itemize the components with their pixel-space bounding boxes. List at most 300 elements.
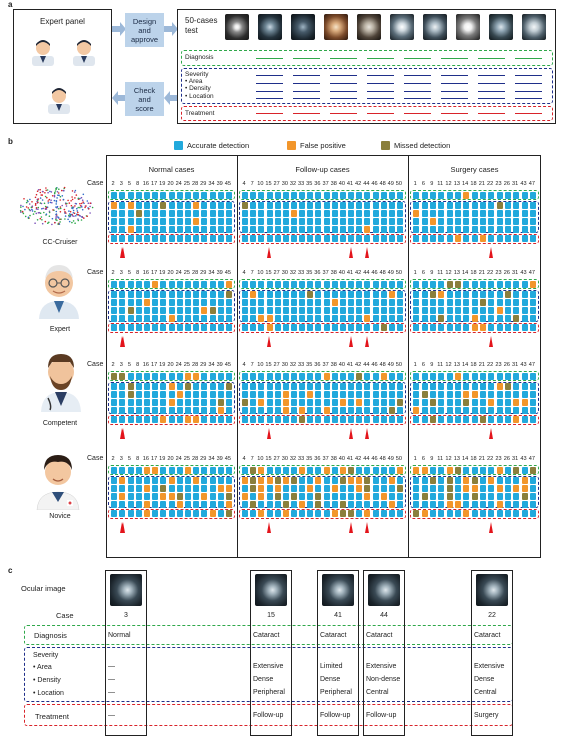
detection-cell — [275, 210, 281, 217]
detection-cell — [488, 373, 494, 380]
case-number: 38 — [330, 456, 337, 462]
cc-cruiser-dot — [75, 190, 77, 192]
detection-cell — [152, 373, 158, 380]
detection-cell — [364, 307, 370, 314]
detection-cell — [160, 407, 166, 414]
cc-cruiser-dot — [24, 209, 26, 211]
detection-cell — [128, 477, 134, 484]
case-number: 17 — [150, 270, 158, 276]
test-case-thumbnail — [258, 14, 282, 40]
design-approve-line: approve — [130, 34, 159, 44]
detection-cell — [497, 391, 503, 398]
detection-cell — [497, 399, 503, 406]
detection-cell — [389, 202, 395, 209]
detection-cell — [169, 235, 175, 242]
detection-cell — [397, 467, 403, 474]
detection-cell — [119, 202, 125, 209]
detection-cell — [128, 202, 134, 209]
detection-cell — [152, 383, 158, 390]
detection-cell — [275, 383, 281, 390]
detection-cell — [226, 324, 232, 331]
answer-line — [293, 58, 320, 59]
detection-cell — [381, 501, 387, 508]
detection-cell — [258, 501, 264, 508]
detection-cell — [455, 218, 461, 225]
answer-line — [293, 91, 320, 92]
detection-cell — [497, 291, 503, 298]
detection-cell — [522, 307, 528, 314]
detection-cell — [111, 485, 117, 492]
detection-cell — [291, 235, 297, 242]
detection-cell — [144, 235, 150, 242]
case-number: 31 — [512, 270, 519, 276]
detection-cell — [324, 291, 330, 298]
case-number: 30 — [281, 181, 288, 187]
case-number: 47 — [528, 181, 535, 187]
answer-line — [293, 113, 320, 114]
detection-cell — [497, 501, 503, 508]
detection-cell — [430, 399, 436, 406]
case-number: 40 — [338, 270, 345, 276]
detection-cell — [283, 407, 289, 414]
detection-cell — [505, 477, 511, 484]
detection-cell — [480, 493, 486, 500]
case-number: 46 — [371, 456, 378, 462]
detection-cell — [356, 307, 362, 314]
case-number: 33 — [298, 181, 305, 187]
detection-cell — [226, 391, 232, 398]
cc-cruiser-dot — [41, 208, 43, 210]
treatment-label: Treatment — [185, 110, 215, 117]
detection-cell — [522, 383, 528, 390]
detection-cell — [356, 324, 362, 331]
detection-cell — [258, 226, 264, 233]
detection-cell — [332, 218, 338, 225]
cc-cruiser-dot — [38, 212, 40, 214]
detection-cell — [430, 281, 436, 288]
detection-cell — [522, 202, 528, 209]
detection-cell — [201, 399, 207, 406]
detection-cell — [307, 192, 313, 199]
detection-cell — [340, 192, 346, 199]
detection-cell — [283, 416, 289, 423]
case-number: 22 — [487, 362, 494, 368]
case-number: 41 — [346, 270, 354, 276]
detection-cell — [242, 493, 248, 500]
detection-cell — [463, 299, 469, 306]
case-number: 43 — [520, 362, 527, 368]
case-number: 48 — [379, 181, 386, 187]
detection-cell — [397, 210, 403, 217]
detection-cell — [356, 235, 362, 242]
detection-cell — [307, 391, 313, 398]
case-density-value: Dense — [253, 676, 274, 683]
detection-cell — [438, 383, 444, 390]
detection-cell — [472, 315, 478, 322]
detection-cell — [275, 315, 281, 322]
detection-cell — [258, 291, 264, 298]
detection-cell — [242, 416, 248, 423]
cc-cruiser-dot — [50, 202, 52, 204]
case-area-value: Limited — [320, 663, 343, 670]
detection-cell — [136, 218, 142, 225]
answer-line — [441, 91, 468, 92]
case-number: 21 — [478, 270, 485, 276]
detection-cell — [480, 281, 486, 288]
detection-cell — [119, 192, 125, 199]
detection-cell — [160, 399, 166, 406]
detection-cell — [169, 192, 175, 199]
case-number: 15 — [265, 362, 272, 368]
detection-cell — [193, 315, 199, 322]
detection-cell — [250, 399, 256, 406]
detection-cell — [258, 307, 264, 314]
detection-cell — [291, 226, 297, 233]
detection-cell — [242, 192, 248, 199]
detection-cell — [447, 407, 453, 414]
detection-cell — [160, 315, 166, 322]
detection-cell — [275, 510, 281, 517]
detection-cell — [522, 467, 528, 474]
case-number: 19 — [159, 181, 166, 187]
detection-cell — [201, 210, 207, 217]
detection-cell — [389, 407, 395, 414]
detection-cell — [324, 324, 330, 331]
detection-cell — [497, 192, 503, 199]
detection-cell — [356, 399, 362, 406]
case-number: 46 — [371, 270, 378, 276]
detection-cell — [513, 467, 519, 474]
detection-cell — [111, 315, 117, 322]
detection-cell — [505, 291, 511, 298]
case-number: 8 — [136, 456, 140, 462]
detection-cell — [340, 493, 346, 500]
detection-cell — [438, 192, 444, 199]
detection-cell — [185, 501, 191, 508]
detection-cell — [522, 218, 528, 225]
detection-cell — [455, 210, 461, 217]
cc-cruiser-dot — [44, 192, 46, 194]
cc-cruiser-dot — [39, 189, 41, 191]
case-diagnosis-value: Cataract — [253, 632, 280, 639]
detection-cell — [299, 291, 305, 298]
case-number: 6 — [421, 362, 426, 368]
detection-cell — [111, 407, 117, 414]
detection-cell — [356, 407, 362, 414]
detection-cell — [447, 501, 453, 508]
detection-cell — [422, 407, 428, 414]
detection-cell — [373, 416, 379, 423]
expert-panel-box — [13, 9, 112, 124]
detection-cell — [389, 192, 395, 199]
case-number: 26 — [503, 181, 510, 187]
detection-cell — [356, 281, 362, 288]
check-score-line: score — [135, 103, 154, 113]
detection-cell — [250, 324, 256, 331]
cc-cruiser-dot — [64, 218, 66, 220]
detection-cell — [210, 202, 216, 209]
detection-cell — [267, 226, 273, 233]
detection-cell — [136, 407, 142, 414]
cc-cruiser-dot — [60, 206, 62, 208]
detection-cell — [250, 501, 256, 508]
detection-cell — [488, 383, 494, 390]
detection-cell — [348, 391, 354, 398]
detection-cell — [530, 399, 536, 406]
cc-cruiser-dot — [48, 202, 50, 204]
case-number: 35 — [306, 181, 313, 187]
detection-cell — [291, 399, 297, 406]
detection-cell — [201, 235, 207, 242]
detection-cell — [455, 299, 461, 306]
detection-cell — [480, 226, 486, 233]
detection-cell — [463, 235, 469, 242]
cc-cruiser-dot — [88, 202, 90, 204]
detection-cell — [201, 501, 207, 508]
detection-cell — [397, 501, 403, 508]
cc-cruiser-dot — [54, 200, 56, 202]
detection-cell — [226, 315, 232, 322]
detection-cell — [530, 467, 536, 474]
detection-cell — [480, 391, 486, 398]
detection-cell — [455, 399, 461, 406]
case-number: 16 — [142, 181, 149, 187]
case-number: 27 — [273, 456, 280, 462]
detection-cell — [472, 416, 478, 423]
doctor-avatar-icon — [28, 36, 58, 66]
answer-line — [367, 83, 394, 84]
detection-cell — [128, 373, 134, 380]
detection-cell — [381, 192, 387, 199]
detection-cell — [128, 407, 134, 414]
detection-cell — [413, 299, 419, 306]
cc-cruiser-dot — [22, 211, 24, 213]
answer-line — [515, 98, 542, 99]
detection-cell — [438, 477, 444, 484]
detection-cell — [144, 383, 150, 390]
detection-cell — [250, 407, 256, 414]
case-case-value: 22 — [488, 612, 496, 619]
detection-cell — [177, 407, 183, 414]
case-treatment-value: Follow-up — [253, 712, 284, 719]
detection-cell — [324, 235, 330, 242]
cc-cruiser-dot — [66, 203, 68, 205]
detection-cell — [438, 407, 444, 414]
detection-cell — [530, 477, 536, 484]
detection-cell — [169, 324, 175, 331]
detection-cell — [119, 226, 125, 233]
cc-cruiser-dot — [78, 198, 80, 200]
detection-cell — [218, 407, 224, 414]
detection-cell — [250, 493, 256, 500]
case-number: 44 — [363, 456, 370, 462]
detection-cell — [119, 307, 125, 314]
answer-line — [256, 113, 283, 114]
case-marker-triangle — [365, 336, 369, 347]
case-number: 32 — [289, 362, 297, 368]
cc-cruiser-dot — [57, 206, 59, 208]
detection-cell — [332, 373, 338, 380]
detection-cell — [291, 485, 297, 492]
detection-cell — [530, 315, 536, 322]
detection-cell — [291, 477, 297, 484]
detection-cell — [210, 485, 216, 492]
detection-cell — [364, 315, 370, 322]
detection-cell — [505, 307, 511, 314]
detection-cell — [530, 299, 536, 306]
detection-cell — [201, 192, 207, 199]
detection-cell — [348, 291, 354, 298]
case-case-value: 44 — [380, 612, 388, 619]
detection-cell — [283, 391, 289, 398]
detection-cell — [332, 391, 338, 398]
detection-cell — [497, 226, 503, 233]
detection-cell — [291, 493, 297, 500]
detection-cell — [505, 467, 511, 474]
detection-cell — [505, 485, 511, 492]
detection-cell — [373, 218, 379, 225]
detection-cell — [463, 315, 469, 322]
case-area-value: Extensive — [253, 663, 284, 670]
detection-cell — [455, 307, 461, 314]
detection-cell — [267, 416, 273, 423]
answer-line — [330, 75, 357, 76]
detection-cell — [275, 299, 281, 306]
detection-cell — [119, 493, 125, 500]
detection-cell — [373, 299, 379, 306]
detection-cell — [340, 299, 346, 306]
detection-cell — [136, 307, 142, 314]
detection-cell — [530, 383, 536, 390]
detection-cell — [128, 399, 134, 406]
cc-cruiser-dot — [29, 199, 31, 201]
detection-cell — [169, 210, 175, 217]
answer-line — [367, 113, 394, 114]
detection-cell — [505, 281, 511, 288]
case-number: 50 — [395, 362, 403, 368]
detection-cell — [169, 416, 175, 423]
case-number: 13 — [453, 270, 460, 276]
case-number: 4 — [242, 181, 246, 187]
detection-cell — [422, 467, 428, 474]
detection-cell — [242, 210, 248, 217]
cc-cruiser-dot — [41, 203, 43, 205]
detection-cell — [522, 510, 528, 517]
detection-cell — [128, 467, 134, 474]
detection-cell — [430, 501, 436, 508]
detection-cell — [422, 493, 428, 500]
detection-cell — [226, 307, 232, 314]
case-number: 35 — [306, 270, 313, 276]
detection-cell — [210, 383, 216, 390]
detection-cell — [522, 281, 528, 288]
detection-cell — [250, 510, 256, 517]
detection-cell — [455, 226, 461, 233]
detection-cell — [136, 202, 142, 209]
case-number: 32 — [289, 181, 297, 187]
detection-cell — [193, 324, 199, 331]
detection-cell — [530, 235, 536, 242]
detection-cell — [283, 291, 289, 298]
detection-cell — [160, 510, 166, 517]
case-location-value: — — [108, 689, 115, 696]
cc-cruiser-dot — [38, 189, 40, 191]
detection-cell — [513, 416, 519, 423]
case-number: 28 — [191, 181, 199, 187]
detection-cell — [169, 510, 175, 517]
detection-cell — [324, 192, 330, 199]
case-number: 34 — [208, 181, 215, 187]
case-number: 50 — [395, 456, 403, 462]
case-number: 2 — [111, 270, 115, 276]
detection-cell — [315, 373, 321, 380]
detection-cell — [185, 315, 191, 322]
detection-cell — [315, 226, 321, 233]
case-number: 45 — [224, 270, 231, 276]
cc-cruiser-dot — [83, 217, 85, 219]
detection-cell — [397, 391, 403, 398]
cc-cruiser-dot — [74, 213, 76, 215]
severity-item-density: Density — [189, 85, 211, 93]
detection-cell — [218, 299, 224, 306]
detection-cell — [218, 281, 224, 288]
detection-cell — [463, 467, 469, 474]
expert-icon — [34, 259, 84, 319]
detection-cell — [177, 467, 183, 474]
detection-cell — [389, 501, 395, 508]
case-number: 50 — [395, 270, 403, 276]
detection-cell — [463, 391, 469, 398]
detection-cell — [258, 391, 264, 398]
detection-cell — [356, 477, 362, 484]
detection-cell — [283, 324, 289, 331]
detection-cell — [152, 467, 158, 474]
detection-cell — [356, 510, 362, 517]
detection-cell — [128, 383, 134, 390]
detection-cell — [218, 291, 224, 298]
detection-cell — [332, 399, 338, 406]
cc-cruiser-dot — [81, 197, 83, 199]
cc-cruiser-dot — [61, 205, 63, 207]
detection-cell — [291, 467, 297, 474]
case-number: 47 — [528, 362, 535, 368]
detection-cell — [356, 210, 362, 217]
cc-cruiser-dot — [92, 207, 94, 209]
detection-cell — [480, 373, 486, 380]
detection-cell — [169, 202, 175, 209]
detection-cell — [299, 467, 305, 474]
detection-cell — [218, 218, 224, 225]
cc-cruiser-dot — [57, 223, 59, 225]
cc-cruiser-dot — [89, 206, 91, 208]
detection-cell — [193, 373, 199, 380]
detection-cell — [299, 235, 305, 242]
detection-cell — [111, 226, 117, 233]
detection-cell — [463, 501, 469, 508]
detection-cell — [193, 501, 199, 508]
case-number: 8 — [136, 181, 140, 187]
cc-cruiser-dot — [75, 215, 77, 217]
case-number: 33 — [298, 362, 305, 368]
detection-cell — [364, 391, 370, 398]
case-number: 2 — [111, 362, 115, 368]
detection-cell — [144, 324, 150, 331]
detection-cell — [356, 226, 362, 233]
case-number: 25 — [183, 181, 190, 187]
case-diagnosis-value: Cataract — [474, 632, 501, 639]
cc-cruiser-dot — [58, 188, 60, 190]
answer-line — [441, 98, 468, 99]
